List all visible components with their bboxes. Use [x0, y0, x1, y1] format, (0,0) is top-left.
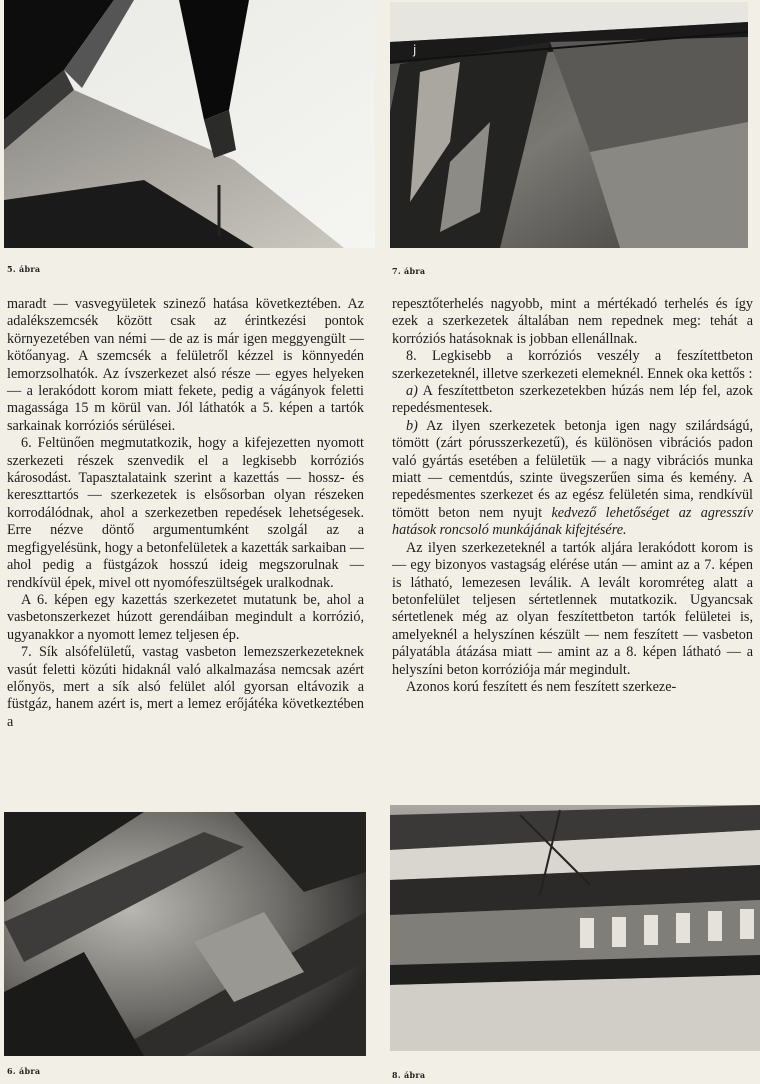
figure-6-photo — [4, 812, 366, 1056]
right-text-column — [392, 296, 753, 696]
list-text-a: A feszítettbeton szerkezetekben húzás nem lép fel, azok repedésmentesek. — [392, 383, 753, 417]
list-label-a: a) — [406, 383, 418, 400]
figure-8-caption: 8. ábra — [392, 1070, 426, 1080]
figure-7-caption: 7. ábra — [392, 266, 426, 276]
left-paragraph-3: A 6. képen egy kazettás szerkezetet mutatunk be, ahol a vasbetonszerkezet húzott gerendáiban megindult a korrózió, ugyanakkor a nyomott lemez teljesen ép. — [7, 591, 364, 643]
figure-7-photo — [390, 2, 748, 248]
list-text-b: Az ilyen szerkezetek betonja igen nagy szilárdságú, tömött (zárt pórusszerkezetű), és különösen vibrációs padon való gyártás esetében a felületük — a nagy vibrációs munka miatt — cementdús, szinte üvegszerűen sima és kemény. A repedésmentes szerkezet és az egész felületén sima, rendkívül tömött beton nem nyujt — [392, 417, 754, 521]
right-paragraph-4 — [392, 418, 753, 540]
figure-8-photo — [390, 805, 760, 1051]
left-paragraph-4: 7. Sík alsófelületű, vastag vasbeton lemezszerkezeteknek vasút feletti közúti hidaknál való alkalmazása nemcsak azért előnyös, mert a sík alsó felület alól gyorsan eltávozik a füstgáz, hanem azért is, mert a lemez erőjátéka következtében a — [7, 644, 364, 730]
left-paragraph-2: 6. Feltünően megmutatkozik, hogy a kifejezetten nyomott szerkezeti részek szenvedik el a legkisebb korróziós károsodást. Tapasztalataink szerint a kazettás — hossz- és kereszttartós — szerkezetek is elsősorban olyan részeken korrodálódnak, ahol a szerkezetben repedések lehetségesek. Erre nézve döntő argumentumként szolgál az a megfigyelésünk, hogy a betonfelületek a kazetták sarkaiban — ahol pedig a füstgázok hosszú ideig megszorulnak — rendkívül épek, mivel ott nyomófeszültségek uralkodnak. — [7, 435, 364, 591]
right-paragraph-2: 8. Legkisebb a korróziós veszély a feszítettbeton szerkezeteknél, illetve szerkezeti elemeknél. Ennek oka kettős : — [392, 348, 753, 382]
right-paragraph-1: repesztőterhelés nagyobb, mint a mértékadó terhelés és így ezek a szerkezetek általában nem repednek meg: tehát a korróziós hatásoknak is jobban ellenállnak. — [392, 296, 753, 347]
right-paragraph-5: Az ilyen szerkezeteknél a tartók aljára lerakódott korom is — egy bizonyos vastagság elérése után — amint az a 7. képen is látható, lemezesen leválik. A levált koromréteg alatt a betonfelület teljesen sértetlennek mutatkozik. Ugyancsak sértetlenek még az olyan feszítettbeton tartók felületei is, amelyeknél a helyszínen készült — nem feszített — vasbeton pályatábla átázása miatt — amint az a 8. képen látható — a helyszíni beton korróziója már megindult. — [392, 539, 753, 678]
left-paragraph-1: maradt — vasvegyületek szinező hatása következtében. Az adalékszemcsék között csak az érintkezési pontok környezetében van némi — de az is már igen meggyengült — kötőanyag. A szemcsék a felületről kézzel is könnyedén lemorzsolhatók. Az ívszerkezet alsó része — egyes helyeken — a lerakódott korom miatt fekete, pedig a vágányok feletti magassága 15 m körül van. Jól láthatók a 5. képen a tartók sarkainak korróziós sérülései. — [7, 296, 364, 434]
list-label-b: b) — [406, 417, 418, 434]
right-paragraph-6: Azonos korú feszített és nem feszített szerkeze- — [406, 678, 677, 695]
right-paragraph-3 — [392, 383, 753, 418]
svg-text:j: j — [413, 43, 417, 57]
figure-5-photo — [4, 0, 375, 248]
figure-6-caption: 6. ábra — [7, 1066, 41, 1076]
list-text-b-italic: kedvező lehetőséget az agresszív hatások roncsoló munkájának kifejtésére. — [392, 504, 754, 539]
figure-5-caption: 5. ábra — [7, 264, 41, 274]
left-text-column — [7, 296, 364, 731]
